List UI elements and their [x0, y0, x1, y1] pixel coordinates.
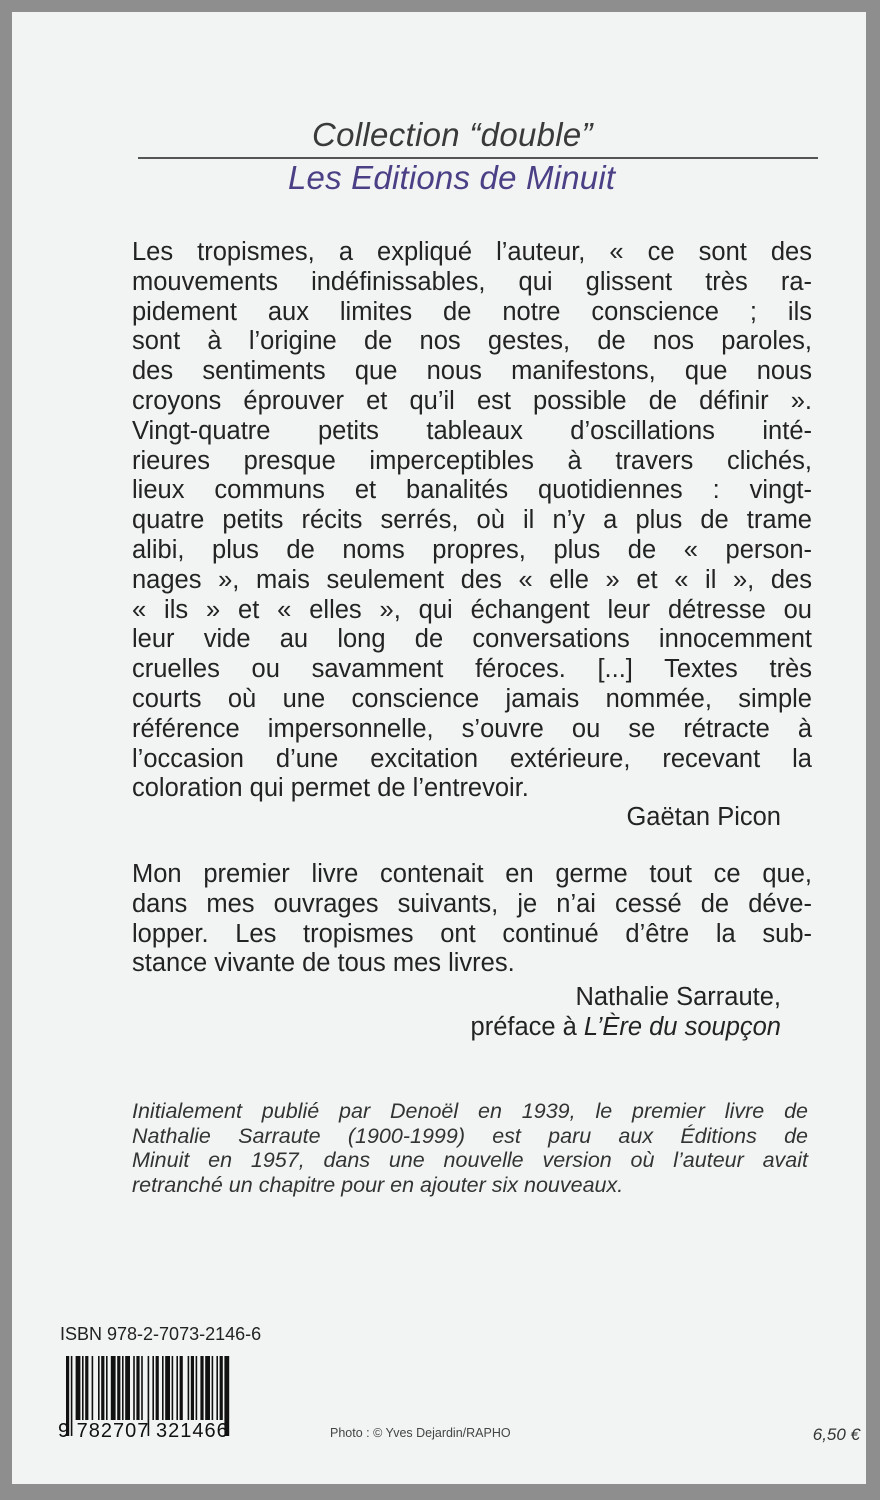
note-line: retranché un chapitre pour en ajouter six nouveaux. — [132, 1172, 624, 1197]
barcode-bar — [85, 1356, 88, 1420]
blurb-line: Mon premier livre contenait en germe tout ce que, — [132, 860, 812, 888]
barcode-bar — [122, 1356, 124, 1420]
barcode-bar — [98, 1356, 100, 1420]
blurb-line: Les tropismes, a expliqué l’auteur, « ce sont des — [132, 238, 812, 266]
book-title: L’Ère du soupçon — [583, 1013, 781, 1041]
blurb-line: croyons éprouver et qu’il est possible de définir ». — [132, 386, 812, 415]
barcode-bar — [76, 1356, 81, 1420]
barcode-bar — [191, 1356, 194, 1420]
blurb-sarraute — [132, 860, 812, 979]
barcode-bar — [156, 1356, 159, 1420]
barcode-bar — [180, 1356, 183, 1420]
barcode-bar — [125, 1356, 130, 1420]
blurb-line: pidement aux limites de notre conscience ; ils — [132, 297, 812, 326]
blurb-line: lopper. Les tropismes ont continué d’être la sub- — [132, 919, 812, 948]
publisher-name: Les Editions de Minuit — [288, 159, 616, 196]
barcode-bar — [188, 1356, 190, 1420]
barcode-bar — [205, 1356, 210, 1420]
blurb-line: lieux communs et banalités quotidiennes : vingt- — [132, 476, 812, 505]
blurb-line: cruelles ou savamment féroces. [...] Textes très — [132, 655, 812, 684]
blurb-line: alibi, plus de noms propres, plus de « person- — [132, 535, 812, 564]
signature-source — [471, 1012, 781, 1042]
blurb-line: quatre petits récits serrés, où il n’y a plus de trame — [132, 506, 812, 535]
barcode-bar — [200, 1356, 203, 1420]
blurb-line: sont à l’origine de nos gestes, de nos paroles, — [132, 327, 812, 356]
barcode-bar — [162, 1356, 164, 1420]
signature-picon: Gaëtan Picon — [626, 803, 781, 831]
series-title: Collection “double” — [312, 116, 593, 153]
barcode-bar — [82, 1356, 84, 1420]
barcode-bar — [220, 1356, 223, 1420]
blurb-line: leur vide au long de conversations innocemment — [132, 625, 812, 654]
note-line: Initialement publié par Denoël en 1939, le premier livre de — [132, 1099, 808, 1123]
price: 6,50 € — [812, 1425, 860, 1444]
blurb-line: dans mes ouvrages suivants, je n’ai cessé de déve- — [132, 889, 812, 918]
barcode-bar — [111, 1356, 116, 1420]
blurb-line: Vingt-quatre petits tableaux d’oscillations inté- — [132, 416, 812, 445]
blurb-line: coloration qui permet de l’entrevoir. — [132, 774, 529, 803]
barcode-bar — [141, 1356, 143, 1420]
barcode-bar — [101, 1356, 104, 1420]
barcode-bar — [106, 1356, 108, 1420]
photo-credit: Photo : © Yves Dejardin/RAPHO — [330, 1426, 511, 1440]
publication-note — [132, 1099, 808, 1197]
blurb-line: « ils » et « elles », qui échangent leur détresse ou — [132, 595, 812, 624]
barcode-bar — [165, 1356, 170, 1420]
note-line: Minuit en 1957, dans une nouvelle version où l’auteur avait — [132, 1148, 808, 1173]
signature-prefix: préface à — [470, 1013, 584, 1041]
barcode-bar — [133, 1356, 135, 1420]
barcode-bar — [92, 1356, 94, 1420]
blurb-line: référence impersonnelle, s’ouvre ou se rétracte à — [132, 714, 812, 743]
blurb-line: des sentiments que nous manifestons, que nous — [132, 357, 812, 386]
blurb-line: mouvements indéfinissables, qui glissent très ra- — [132, 267, 812, 296]
barcode-bar — [136, 1356, 139, 1420]
barcode-bar — [196, 1356, 198, 1420]
barcode-bar — [117, 1356, 120, 1420]
barcode-bar — [176, 1356, 178, 1420]
barcode-number: 9 782707 321466 — [58, 1420, 229, 1442]
blurb-line: rieures presque imperceptibles à travers clichés, — [132, 446, 812, 475]
blurb-line: stance vivante de tous mes livres. — [132, 949, 515, 978]
isbn: ISBN 978-2-7073-2146-6 — [60, 1324, 262, 1344]
note-line: Nathalie Sarraute (1900-1999) est paru aux Éditions de — [132, 1123, 808, 1148]
blurb-line: nages », mais seulement des « elle » et « il », des — [132, 565, 812, 594]
blurb-line: l’occasion d’une excitation extérieure, recevant la — [132, 744, 812, 773]
barcode-bar — [216, 1356, 218, 1420]
blurb-line: courts où une conscience jamais nommée, simple — [132, 684, 812, 713]
signature-sarraute — [471, 982, 781, 1042]
barcode-bar — [152, 1356, 154, 1420]
blurb-picon — [132, 238, 812, 804]
barcode-bar — [212, 1356, 214, 1420]
barcode-bar — [172, 1356, 174, 1420]
signature-name: Nathalie Sarraute, — [575, 983, 781, 1011]
